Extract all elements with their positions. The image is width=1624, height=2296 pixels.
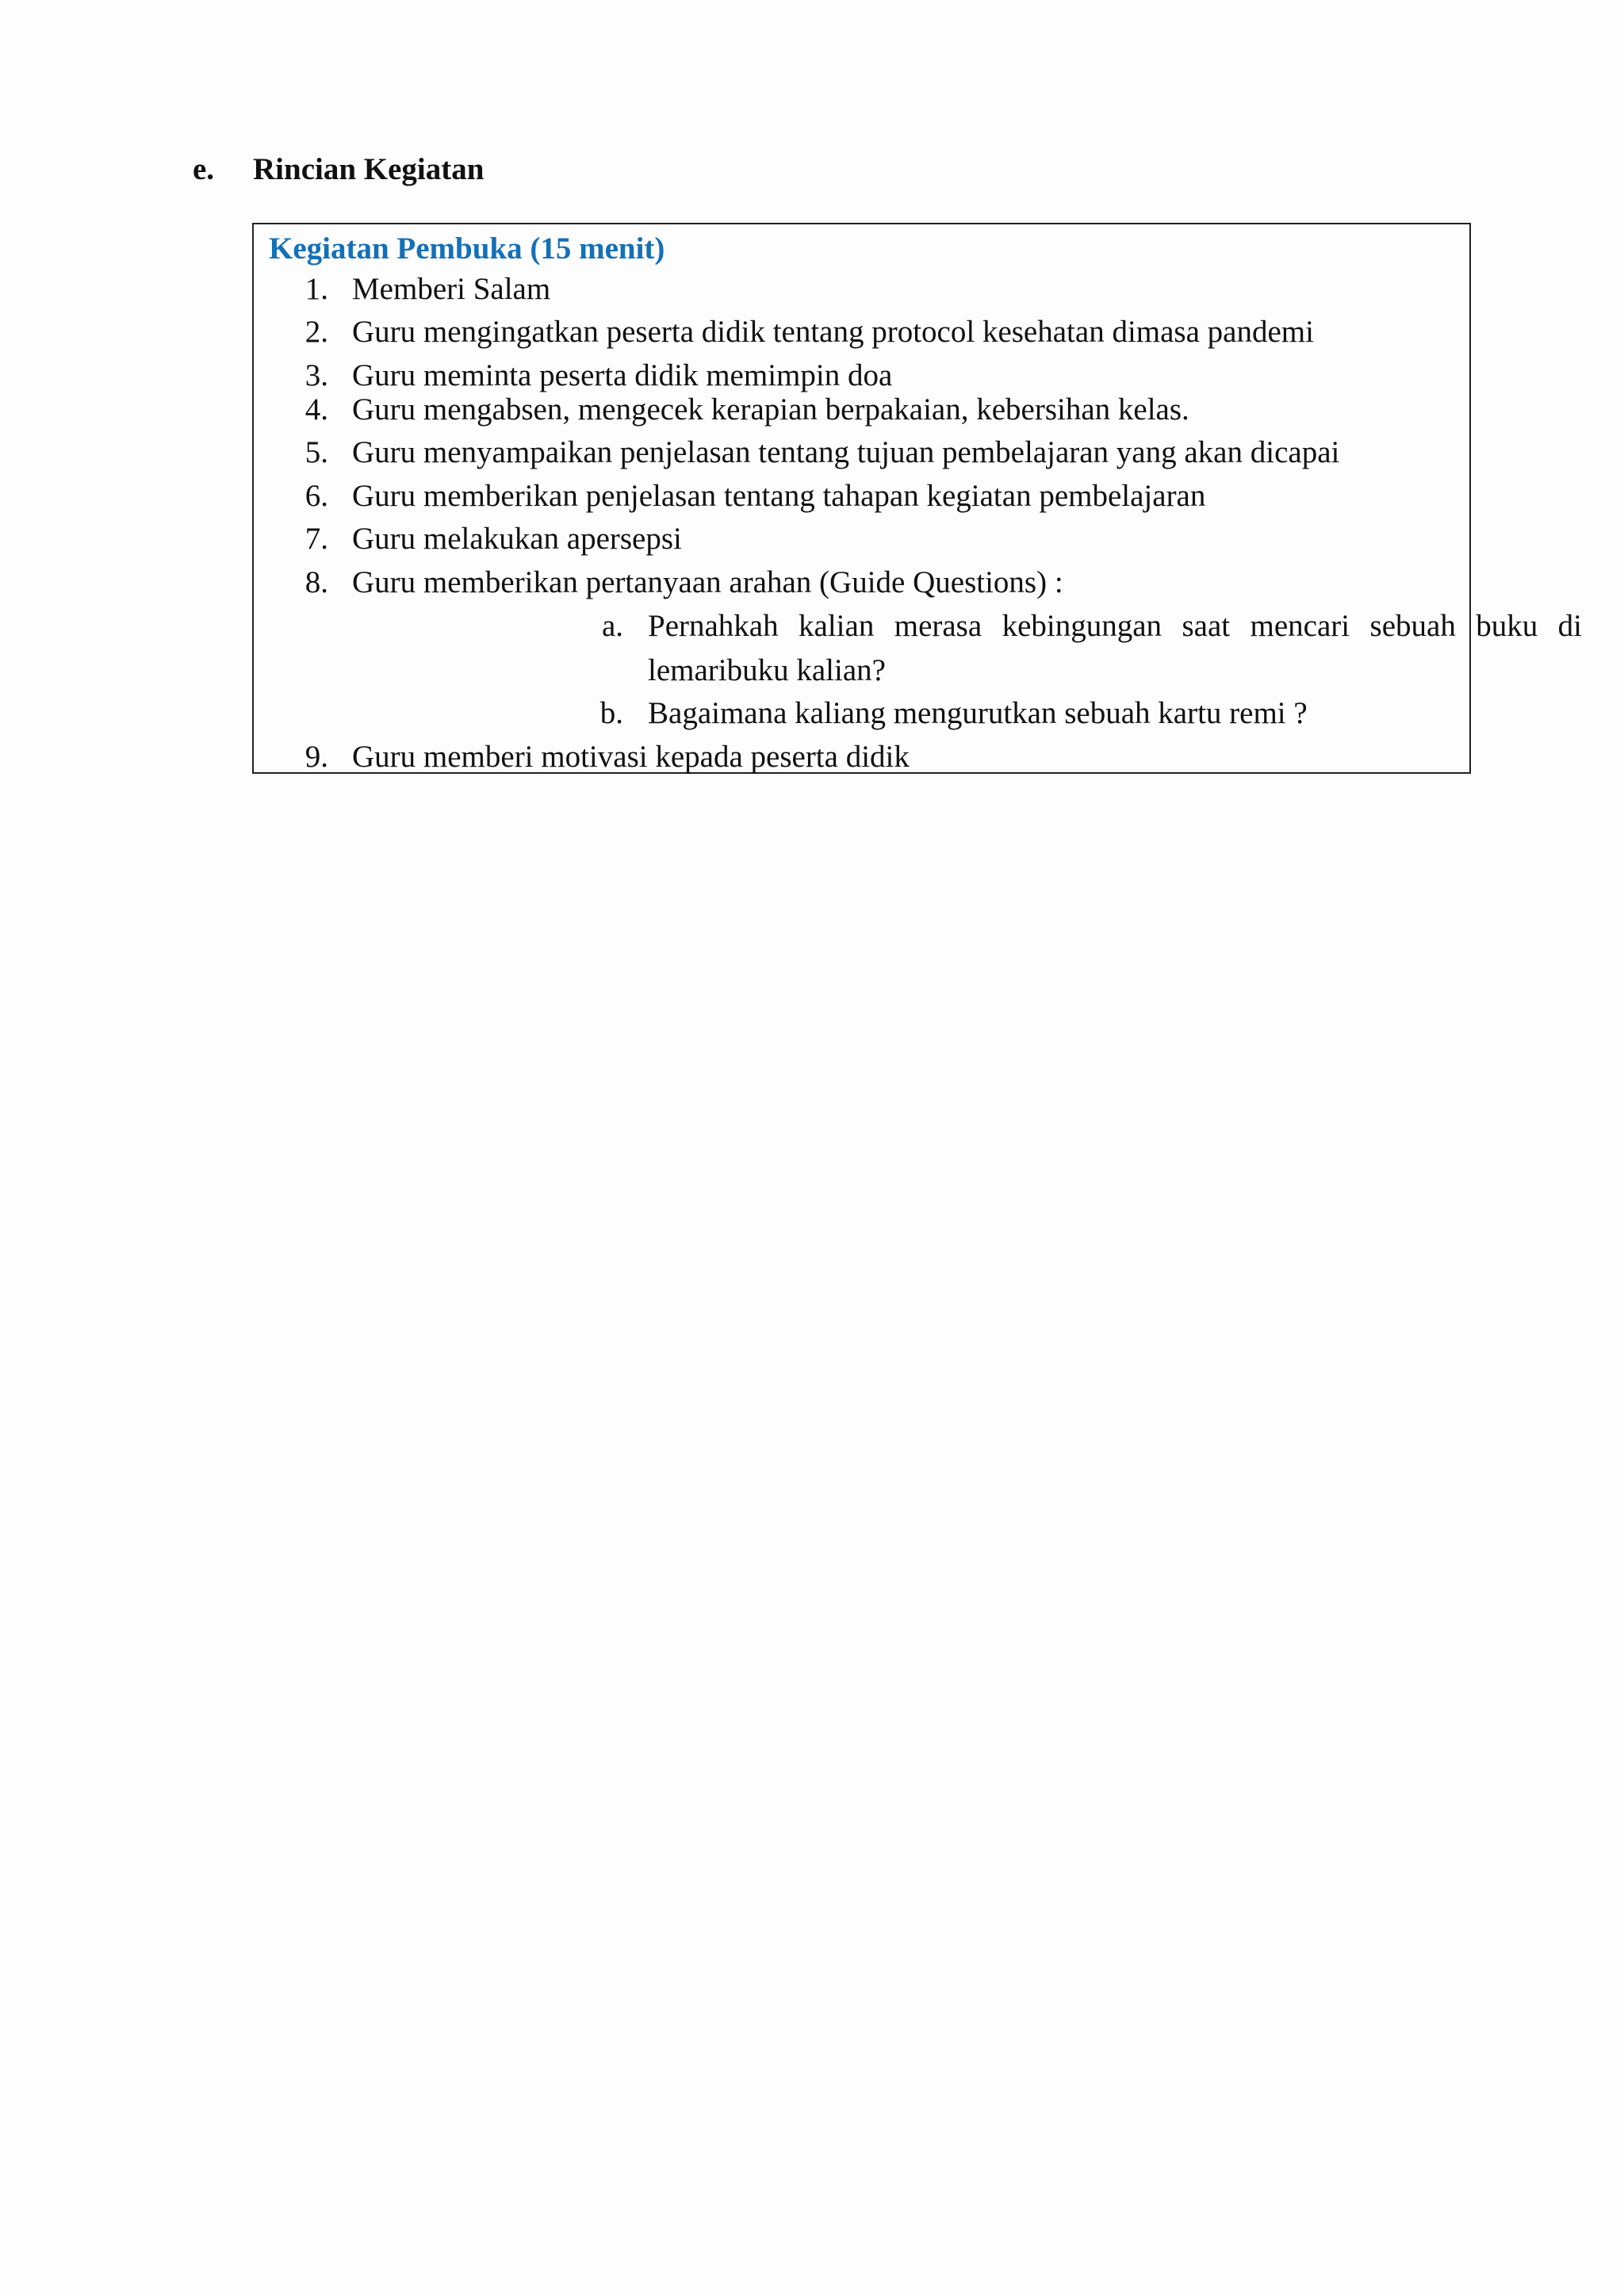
list-item <box>254 430 1443 475</box>
list-item <box>254 474 1443 519</box>
list-item-text: Memberi Salam <box>352 272 551 306</box>
list-item-text: Guru memberi motivasi kepada peserta didik <box>352 740 910 774</box>
section-title: Rincian Kegiatan <box>253 152 485 186</box>
list-item <box>254 561 1443 605</box>
activity-box <box>252 223 1582 774</box>
list-item <box>254 735 1443 779</box>
list-item-text: Guru memberikan pertanyaan arahan (Guide Questions) : <box>352 565 1063 599</box>
list-item-number: 2. <box>304 315 328 349</box>
sub-list-item <box>592 604 1591 693</box>
section-heading <box>193 147 484 192</box>
list-item-number: 5. <box>304 435 328 469</box>
list-item-text: Guru memberikan penjelasan tentang tahapan kegiatan pembelajaran <box>352 479 1206 513</box>
list-item-number: 9. <box>304 740 328 774</box>
sub-list-item-text: Pernahkah kalian merasa kebingungan saat mencari sebuah buku di lemaribuku kalian? <box>648 609 1582 687</box>
list-item-text: Guru meminta peserta didik memimpin doa <box>352 358 893 392</box>
list-item-number: 6. <box>304 479 328 513</box>
box-title: Kegiatan Pembuka (15 menit) <box>269 232 665 266</box>
section-letter: e. <box>193 152 215 186</box>
sub-list-item-text: Bagaimana kaliang mengurutkan sebuah kartu remi ? <box>648 696 1308 730</box>
sub-list-item-letter: b. <box>599 696 623 730</box>
list-item <box>254 517 1443 561</box>
sub-list-item-letter: a. <box>601 609 623 643</box>
list-item-number: 4. <box>304 392 328 427</box>
list-item-text: Guru mengingatkan peserta didik tentang protocol kesehatan dimasa pandemi <box>352 315 1314 349</box>
list-item-text: Guru melakukan apersepsi <box>352 522 682 556</box>
list-item-number: 8. <box>304 565 328 599</box>
list-item-number: 7. <box>304 522 328 556</box>
list-item-text: Guru mengabsen, mengecek kerapian berpakaian, kebersihan kelas. <box>352 392 1189 427</box>
list-item <box>254 388 1443 432</box>
list-item <box>254 267 1443 312</box>
list-item-text: Guru menyampaikan penjelasan tentang tujuan pembelajaran yang akan dicapai <box>352 435 1340 469</box>
list-item-number: 3. <box>304 358 328 392</box>
list-item <box>254 310 1443 354</box>
list-item-number: 1. <box>304 272 328 306</box>
sub-list-item <box>592 691 1591 736</box>
